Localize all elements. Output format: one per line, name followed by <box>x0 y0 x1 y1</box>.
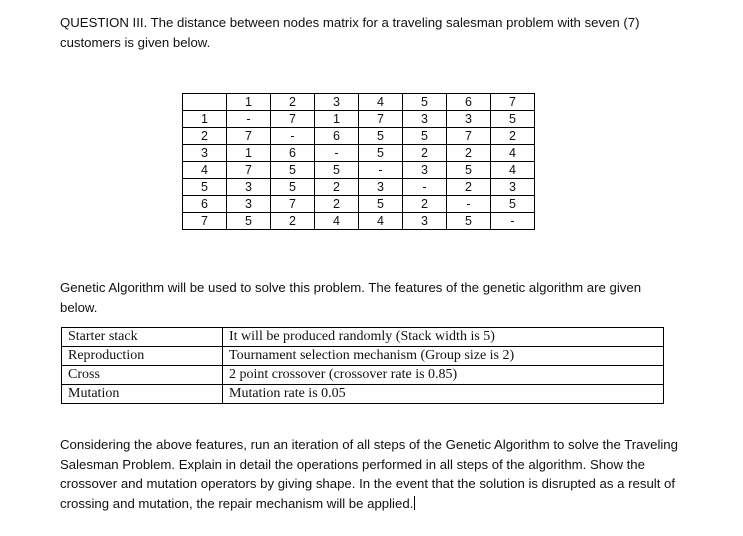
matrix-col-header: 6 <box>447 94 491 111</box>
matrix-col-header: 7 <box>491 94 535 111</box>
matrix-row <box>183 196 535 213</box>
matrix-cell: - <box>403 179 447 196</box>
feature-name: Mutation <box>62 385 223 404</box>
matrix-cell: 2 <box>491 128 535 145</box>
task-text[interactable] <box>60 435 680 513</box>
matrix-cell: 5 <box>315 162 359 179</box>
matrix-cell: 2 <box>315 196 359 213</box>
matrix-cell: 7 <box>359 111 403 128</box>
matrix-row-header: 1 <box>183 111 227 128</box>
matrix-header-row <box>183 94 535 111</box>
feature-value: Tournament selection mechanism (Group size is 2) <box>223 347 664 366</box>
matrix-cell: 5 <box>359 128 403 145</box>
matrix-cell: 1 <box>227 145 271 162</box>
feature-row <box>62 347 664 366</box>
matrix-cell: 5 <box>227 213 271 230</box>
matrix-cell: 7 <box>447 128 491 145</box>
matrix-cell: 7 <box>227 128 271 145</box>
matrix-cell: 4 <box>491 145 535 162</box>
matrix-cell: 3 <box>227 196 271 213</box>
matrix-cell: 3 <box>403 111 447 128</box>
matrix-cell: 1 <box>315 111 359 128</box>
matrix-cell: 4 <box>491 162 535 179</box>
matrix-row <box>183 111 535 128</box>
feature-name: Reproduction <box>62 347 223 366</box>
matrix-cell: 3 <box>447 111 491 128</box>
matrix-cell: 5 <box>447 162 491 179</box>
feature-name: Starter stack <box>62 328 223 347</box>
ga-features-table <box>61 327 664 404</box>
matrix-cell: 2 <box>403 196 447 213</box>
matrix-cell: 2 <box>447 179 491 196</box>
matrix-row <box>183 128 535 145</box>
matrix-cell: 6 <box>271 145 315 162</box>
matrix-cell: - <box>447 196 491 213</box>
matrix-cell: - <box>271 128 315 145</box>
feature-row <box>62 328 664 347</box>
matrix-cell: - <box>227 111 271 128</box>
matrix-cell: 7 <box>227 162 271 179</box>
feature-value: 2 point crossover (crossover rate is 0.85) <box>223 366 664 385</box>
matrix-row <box>183 213 535 230</box>
feature-name: Cross <box>62 366 223 385</box>
matrix-col-header: 3 <box>315 94 359 111</box>
task-text-content: Considering the above features, run an iteration of all steps of the Genetic Algorithm to solve the Traveling Salesman Problem. Explain in detail the operations performed in all steps of the algorithm. Show the crossover and mutation operators by giving shape. In the event that the solution is disrupted as a result of crossing and mutation, the repair mechanism will be applied. <box>60 437 678 511</box>
matrix-row-header: 6 <box>183 196 227 213</box>
question-title: QUESTION III. The distance between nodes matrix for a traveling salesman problem with seven (7) customers is given below. <box>60 15 640 50</box>
matrix-cell: - <box>359 162 403 179</box>
matrix-cell: 5 <box>447 213 491 230</box>
matrix-col-header: 4 <box>359 94 403 111</box>
distance-matrix <box>182 93 535 230</box>
matrix-col-header: 2 <box>271 94 315 111</box>
matrix-cell: - <box>315 145 359 162</box>
matrix-cell: 6 <box>315 128 359 145</box>
matrix-row-header: 2 <box>183 128 227 145</box>
matrix-cell: 5 <box>359 145 403 162</box>
matrix-cell: 3 <box>403 162 447 179</box>
matrix-cell: 5 <box>491 111 535 128</box>
text-cursor <box>414 496 415 510</box>
matrix-col-header: 5 <box>403 94 447 111</box>
ga-intro-text: Genetic Algorithm will be used to solve this problem. The features of the genetic algorithm are given below. <box>60 280 642 315</box>
feature-row <box>62 366 664 385</box>
matrix-cell: 2 <box>447 145 491 162</box>
feature-row <box>62 385 664 404</box>
matrix-cell: 7 <box>271 196 315 213</box>
matrix-cell: 3 <box>403 213 447 230</box>
matrix-row-header: 7 <box>183 213 227 230</box>
matrix-cell: 3 <box>227 179 271 196</box>
matrix-cell: 5 <box>403 128 447 145</box>
matrix-row <box>183 145 535 162</box>
matrix-col-header: 1 <box>227 94 271 111</box>
feature-value: Mutation rate is 0.05 <box>223 385 664 404</box>
matrix-row <box>183 162 535 179</box>
matrix-row-header: 3 <box>183 145 227 162</box>
matrix-row-header: 5 <box>183 179 227 196</box>
matrix-cell: 5 <box>271 162 315 179</box>
matrix-row-header: 4 <box>183 162 227 179</box>
feature-value: It will be produced randomly (Stack width is 5) <box>223 328 664 347</box>
matrix-cell: 5 <box>359 196 403 213</box>
matrix-cell: 3 <box>491 179 535 196</box>
matrix-corner-cell <box>183 94 227 111</box>
matrix-cell: 2 <box>271 213 315 230</box>
matrix-row <box>183 179 535 196</box>
matrix-cell: 5 <box>271 179 315 196</box>
matrix-cell: 4 <box>359 213 403 230</box>
matrix-cell: 3 <box>359 179 403 196</box>
matrix-cell: - <box>491 213 535 230</box>
matrix-cell: 4 <box>315 213 359 230</box>
matrix-cell: 2 <box>403 145 447 162</box>
matrix-cell: 7 <box>271 111 315 128</box>
matrix-cell: 2 <box>315 179 359 196</box>
matrix-cell: 5 <box>491 196 535 213</box>
